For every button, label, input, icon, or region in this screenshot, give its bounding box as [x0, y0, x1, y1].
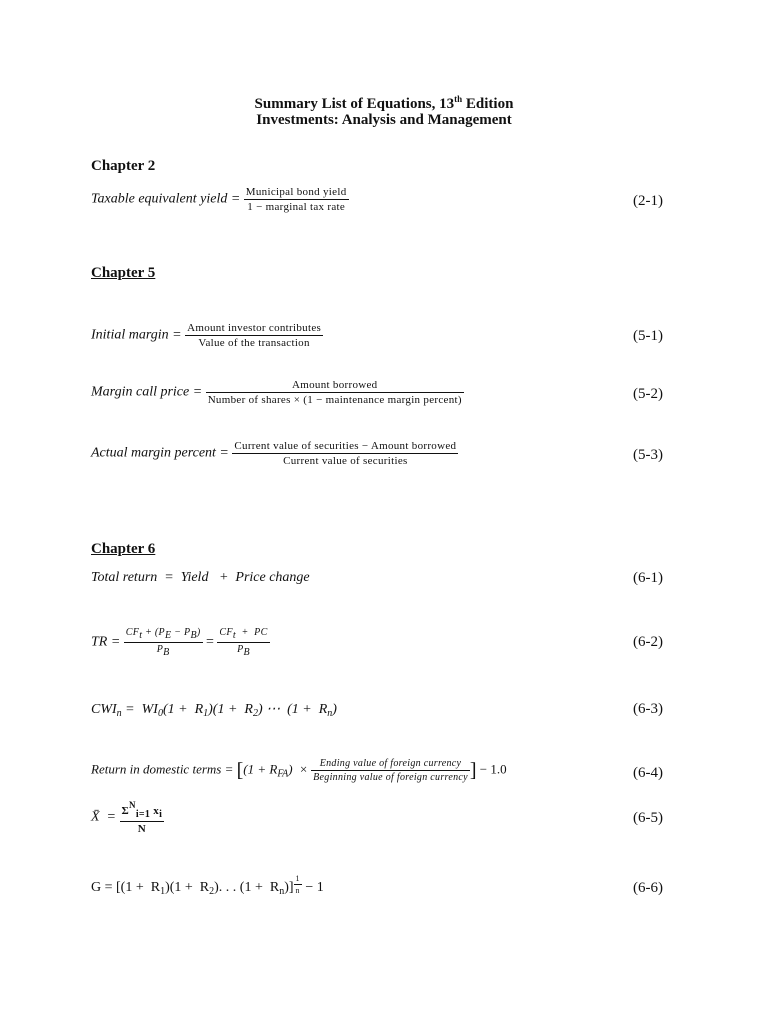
eq-6-4-open-bracket: [ [236, 759, 244, 782]
eq-6-4-p1-sub: FA [277, 768, 289, 780]
eq-6-5-lhs: X̄ = [91, 809, 116, 825]
eq-6-2-d1-sub: B [163, 647, 170, 658]
eq-6-5-denominator: N [120, 821, 165, 835]
equation-5-3 [91, 440, 458, 467]
eq-6-2-lhs: TR = [91, 634, 121, 650]
eq-6-6-p3-sub: n [279, 886, 285, 897]
eq-5-2-fraction [206, 379, 464, 406]
eq-5-3-numerator: Current value of securities − Amount borrowed [234, 440, 457, 452]
eq-6-3-p1: CWI [91, 702, 117, 717]
eq-5-3-denominator: Current value of securities [232, 453, 458, 467]
eq-6-4-denominator: Beginning value of foreign currency [313, 772, 468, 783]
eq-6-4-fraction [311, 758, 470, 783]
eq-6-4-close-bracket: ] [469, 759, 477, 782]
eq-6-6-p3: ). . . (1 + R [214, 880, 280, 895]
document-subtitle: Investments: Analysis and Management [256, 112, 512, 128]
eq-6-2-n1-sub3: B [190, 630, 197, 641]
eq-5-1-fraction [185, 322, 323, 349]
eq-6-3-p3: (1 + R [162, 702, 204, 717]
equation-number-5-2: (5-2) [633, 386, 663, 402]
eq-2-1-denominator: 1 − marginal tax rate [244, 199, 349, 213]
eq-6-4-numerator: Ending value of foreign currency [319, 758, 462, 769]
equation-number-5-1: (5-1) [633, 328, 663, 344]
eq-5-2-lhs: Margin call price = [91, 384, 203, 400]
eq-6-4-tail: − 1.0 [479, 761, 507, 777]
eq-6-6-p1-sub: 1 [160, 886, 166, 897]
eq-6-2-n1-sub2: E [164, 630, 172, 641]
equation-number-5-3: (5-3) [633, 447, 663, 463]
eq-6-2-n1-d: ) [196, 627, 201, 638]
eq-6-5-numerator [120, 800, 165, 821]
chapter-6-heading: Chapter 6 [91, 541, 156, 557]
eq-6-3-p3-sub: 1 [203, 708, 209, 719]
eq-6-2-denominator-1 [124, 642, 203, 658]
eq-5-1-lhs: Initial margin = [91, 327, 182, 343]
eq-5-3-fraction [232, 440, 458, 467]
eq-6-6-p1: G = [(1 + R [91, 880, 161, 895]
eq-6-3-p5: ) ⋯ (1 + R [257, 702, 328, 717]
equation-number-6-3: (6-3) [633, 701, 663, 717]
eq-6-2-n2-sub: t [232, 630, 236, 641]
equation-number-2-1: (2-1) [633, 193, 663, 209]
chapter-2-heading: Chapter 2 [91, 158, 156, 174]
equation-6-4 [91, 758, 507, 783]
eq-6-4-lhs: Return in domestic terms = [91, 761, 234, 777]
equation-number-6-6: (6-6) [633, 880, 663, 896]
eq-5-2-numerator: Amount borrowed [292, 379, 378, 391]
eq-6-5-sigma-sup: N [129, 800, 136, 810]
eq-6-3-p4-sub: 2 [252, 708, 258, 719]
eq-5-2-denominator: Number of shares × (1 − maintenance margin percent) [207, 394, 462, 406]
eq-6-2-n1-sub: t [139, 630, 143, 641]
eq-2-1-fraction [244, 186, 349, 213]
eq-6-6-exponent [294, 874, 302, 895]
title-suffix: Edition [462, 96, 514, 112]
eq-6-2-equals: = [206, 634, 214, 650]
eq-6-2-d2: P [237, 644, 244, 655]
eq-6-5-sigma: Σ [121, 805, 129, 817]
title-superscript: th [454, 94, 463, 104]
eq-6-6-p5: − 1 [301, 880, 324, 895]
eq-5-3-lhs: Actual margin percent = [91, 445, 229, 461]
document-title [0, 94, 768, 113]
eq-6-6-p4: )] [284, 880, 294, 895]
eq-6-3-p1-sub: n [116, 708, 122, 719]
eq-6-6-p2: )(1 + R [165, 880, 210, 895]
eq-6-2-fraction-1 [124, 627, 203, 658]
equation-6-1: Total return = Yield + Price change [91, 570, 310, 585]
eq-6-2-n2-a: CF [219, 627, 233, 638]
eq-6-2-n1-a: CF [125, 627, 140, 638]
eq-6-3-p2: = WI [121, 702, 158, 717]
equation-2-1 [91, 186, 349, 213]
eq-6-3-p5-sub: n [327, 708, 333, 719]
equation-5-1 [91, 322, 323, 349]
chapter-5-heading: Chapter 5 [91, 265, 156, 281]
eq-6-2-fraction-2 [217, 627, 269, 658]
eq-6-4-p1: (1 + R [243, 761, 278, 777]
equation-number-6-1: (6-1) [633, 570, 663, 586]
eq-6-3-p2-sub: 0 [157, 708, 163, 719]
eq-5-1-denominator: Value of the transaction [185, 335, 323, 349]
eq-6-2-denominator-2 [217, 642, 269, 658]
eq-6-3-p4: )(1 + R [208, 702, 253, 717]
eq-6-2-d2-sub: B [243, 647, 250, 658]
eq-6-2-n2-b: + PC [235, 627, 268, 638]
equation-6-6 [91, 874, 324, 897]
eq-6-4-p2: ) × [288, 761, 308, 777]
eq-6-6-exp-num: 1 [295, 874, 300, 883]
eq-2-1-numerator: Municipal bond yield [245, 186, 347, 198]
eq-6-2-numerator-1 [124, 627, 203, 642]
eq-6-3-p6: ) [332, 702, 337, 717]
equation-number-6-4: (6-4) [633, 765, 663, 781]
eq-6-5-x: x [153, 805, 160, 817]
equation-6-3 [91, 701, 337, 719]
eq-6-5-x-sub: i [159, 809, 163, 820]
equation-6-5 [91, 800, 164, 835]
eq-6-2-n1-b: + (P [142, 627, 165, 638]
equation-6-2 [91, 627, 270, 658]
eq-6-2-d1: P [156, 644, 164, 655]
eq-6-6-exp-den: n [295, 886, 300, 895]
eq-6-5-sigma-sub: i=1 [135, 809, 151, 820]
eq-6-5-fraction [120, 800, 165, 835]
equation-number-6-2: (6-2) [633, 634, 663, 650]
eq-5-1-numerator: Amount investor contributes [187, 322, 322, 334]
eq-6-2-numerator-2 [217, 627, 269, 642]
equation-number-6-5: (6-5) [633, 810, 663, 826]
eq-6-2-n1-c: − P [171, 627, 191, 638]
title-prefix: Summary List of Equations, 13 [254, 96, 455, 112]
equation-5-2 [91, 379, 464, 406]
eq-2-1-lhs: Taxable equivalent yield = [91, 191, 241, 207]
eq-6-6-p2-sub: 2 [209, 886, 215, 897]
